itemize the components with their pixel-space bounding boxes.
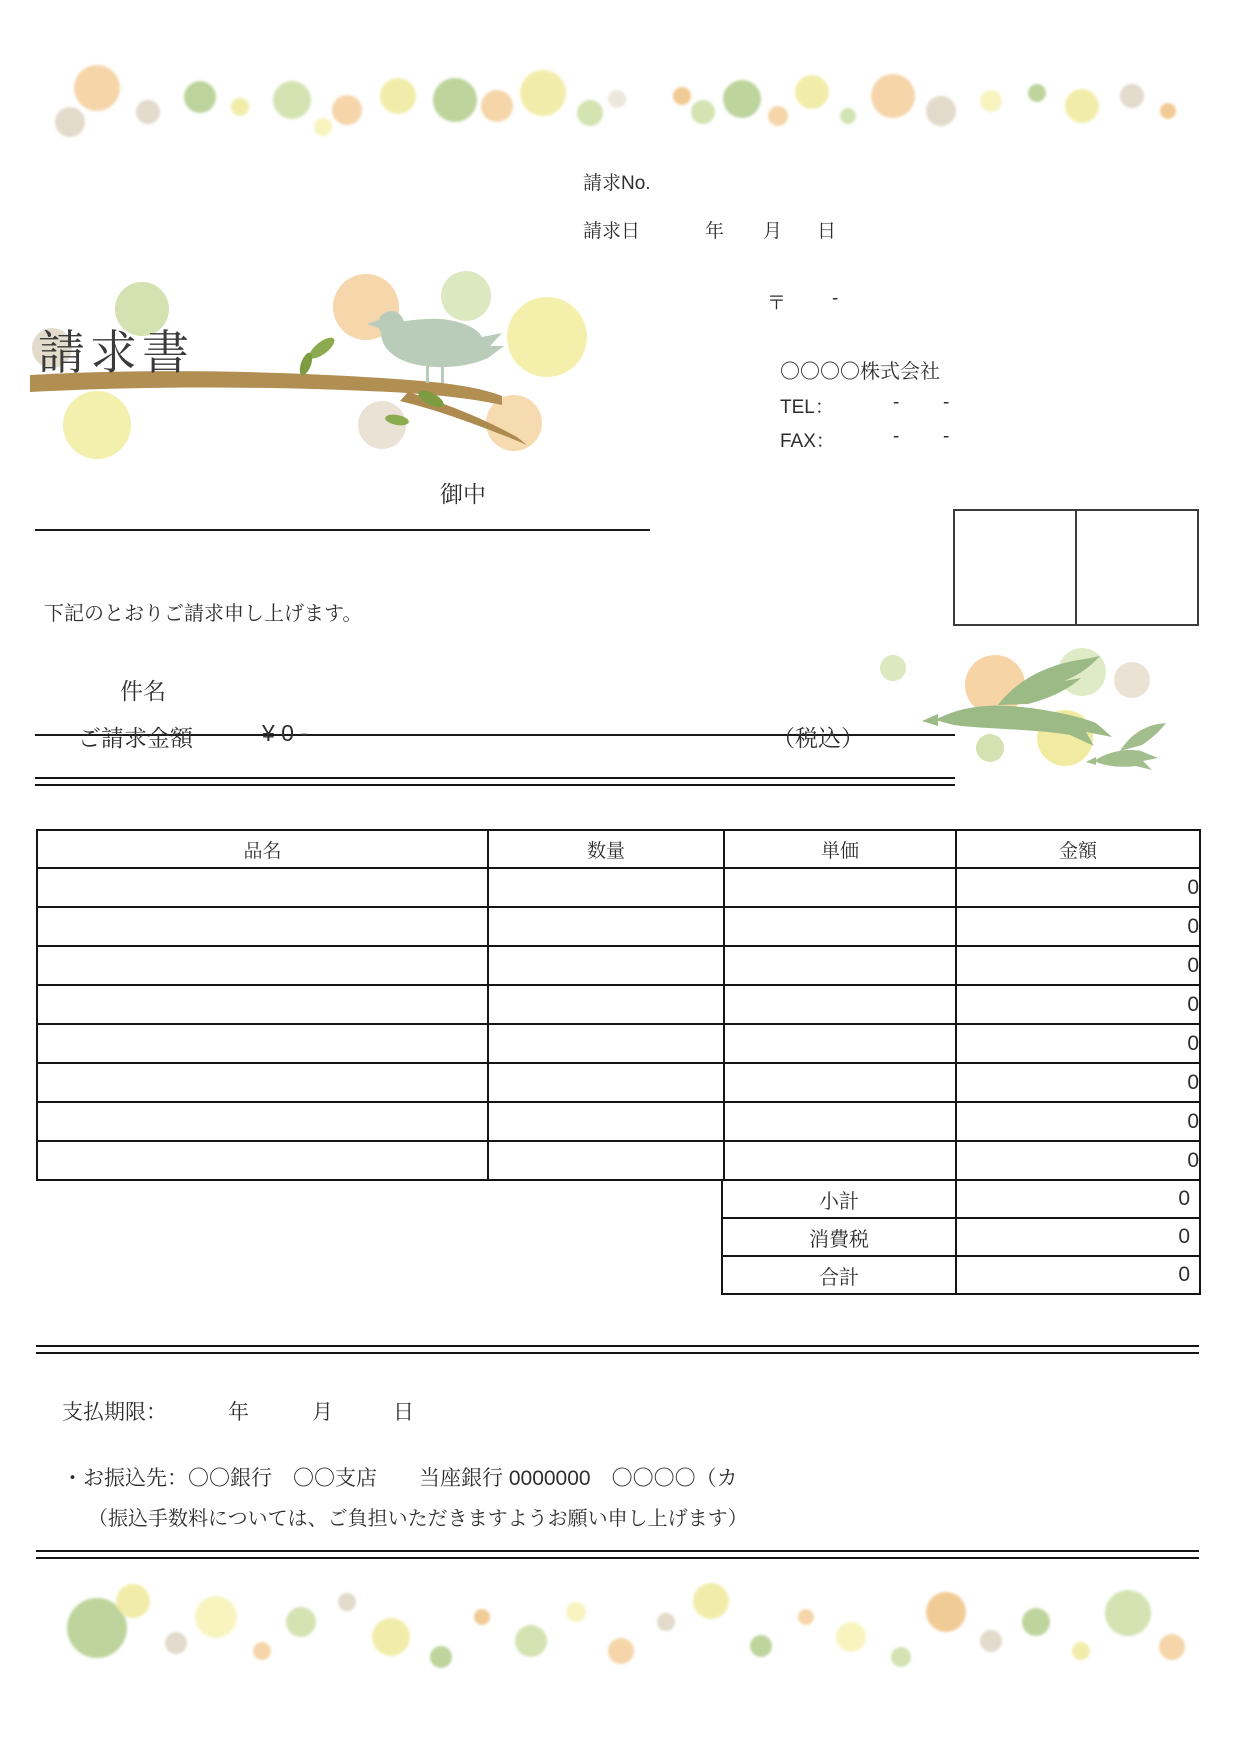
qty-cell[interactable] [488,985,724,1024]
recipient-name-field[interactable] [35,529,650,531]
qty-cell[interactable] [488,1063,724,1102]
qty-cell[interactable] [488,907,724,946]
decor-dot [980,90,1002,112]
item-cell[interactable] [37,985,488,1024]
summary-row-tax [722,1218,1200,1256]
amount-value: ¥ 0 - [262,720,309,746]
unit-price-cell[interactable] [724,985,956,1024]
decor-dot [871,74,915,118]
col-header-item: 品名 [37,830,488,868]
tel-dash-1: - [893,392,900,413]
qty-cell[interactable] [488,1141,724,1180]
amount-cell: 0 [956,985,1200,1024]
decor-dot [608,90,626,108]
table-row [37,907,1200,946]
invoice-date-year-label: 年 [705,221,725,242]
amount-label: ご請求金額 [78,725,193,751]
decor-dot [1065,89,1099,123]
decor-dot [657,1613,675,1631]
decor-dot [481,90,513,122]
decor-dot [286,1607,316,1637]
bank-transfer-line: ・お振込先：〇〇銀行 〇〇支店 当座銀行 0000000 〇〇〇〇（カ [62,1467,738,1490]
unit-price-cell[interactable] [724,946,956,985]
decor-dot [1022,1608,1050,1636]
decor-dot [1159,1634,1185,1660]
summary-table [721,1179,1201,1295]
decor-dot [380,78,416,114]
decor-dot [608,1638,634,1664]
table-row [37,1063,1200,1102]
summary-row-subtotal [722,1180,1200,1218]
decor-dot [980,1630,1002,1652]
due-month-label: 月 [312,1401,333,1424]
col-header-unit-price: 単価 [724,830,956,868]
invoice-date-month-label: 月 [763,221,783,242]
amount-cell: 0 [956,946,1200,985]
decor-dot [253,1642,271,1660]
unit-price-cell[interactable] [724,907,956,946]
unit-price-cell[interactable] [724,1063,956,1102]
postal-code-dash: - [832,288,839,309]
item-cell[interactable] [37,1102,488,1141]
page-title: 請求書 [38,326,194,379]
decor-dot [195,1596,237,1638]
decor-dot [693,1583,729,1619]
decor-dot [74,65,120,111]
amount-cell: 0 [956,1141,1200,1180]
flying-birds-illustration [880,625,1180,800]
decor-dot [795,75,829,109]
fax-dash-2: - [943,426,950,447]
item-cell[interactable] [37,868,488,907]
amount-cell: 0 [956,907,1200,946]
decor-dot [55,107,85,137]
decor-dot [691,100,715,124]
decor-dot [768,106,788,126]
footer-top-rule [36,1345,1199,1354]
table-row [37,1141,1200,1180]
decor-dot [926,96,956,126]
amount-underline [35,777,955,786]
decor-dot [136,100,160,124]
item-cell[interactable] [37,946,488,985]
unit-price-cell[interactable] [724,1102,956,1141]
item-cell[interactable] [37,1063,488,1102]
subject-label: 件名 [120,678,166,704]
tax-label: 消費税 [722,1218,956,1256]
unit-price-cell[interactable] [724,1141,956,1180]
subtotal-value: 0 [956,1180,1200,1218]
item-cell[interactable] [37,1141,488,1180]
decor-dot [520,70,566,116]
due-day-label: 日 [393,1401,414,1424]
decor-dot [798,1609,814,1625]
decor-dot [515,1625,547,1657]
decor-dot [231,98,249,116]
items-header-row [37,830,1200,868]
stamp-cell-right[interactable] [1077,511,1197,624]
invoice-date-day-label: 日 [817,221,837,242]
table-row [37,946,1200,985]
greeting-text: 下記のとおりご請求申し上げます。 [44,603,363,625]
decor-dot [840,108,856,124]
fax-dash-1: - [893,426,900,447]
decor-dot [577,100,603,126]
perched-bird-icon [367,311,504,383]
decor-dot [372,1618,410,1656]
sender-company-name: 〇〇〇〇株式会社 [780,361,940,383]
decor-dot [1120,84,1144,108]
table-row [37,985,1200,1024]
recipient-honorific: 御中 [440,481,486,507]
invoice-no-label: 請求No. [583,173,651,194]
unit-price-cell[interactable] [724,868,956,907]
decor-dot [1105,1590,1151,1636]
tel-label: TEL： [780,397,834,418]
decor-dot [314,118,332,136]
amount-cell: 0 [956,1063,1200,1102]
subtotal-label: 小計 [722,1180,956,1218]
qty-cell[interactable] [488,1024,724,1063]
decor-dot [433,78,477,122]
transfer-fee-note: （振込手数料については、ご負担いただきますようお願い申し上げます） [88,1508,748,1530]
items-table [36,829,1201,1181]
summary-row-total [722,1256,1200,1294]
invoice-date-label: 請求日 [583,221,641,242]
decor-dot [891,1647,911,1667]
item-cell[interactable] [37,907,488,946]
decor-dot [836,1622,866,1652]
total-label: 合計 [722,1256,956,1294]
footer-bottom-rule [36,1550,1199,1559]
tel-dash-2: - [943,392,950,413]
table-row [37,868,1200,907]
decor-dot [332,95,362,125]
decor-dot [474,1609,490,1625]
col-header-amount: 金額 [956,830,1200,868]
qty-cell[interactable] [488,946,724,985]
decor-dot [116,1584,150,1618]
stamp-cell-left[interactable] [955,511,1077,624]
decor-dot [723,80,761,118]
unit-price-cell[interactable] [724,1024,956,1063]
decor-dot [338,1593,356,1611]
col-header-qty: 数量 [488,830,724,868]
total-value: 0 [956,1256,1200,1294]
table-row [37,1102,1200,1141]
due-year-label: 年 [228,1401,249,1424]
decor-dot [165,1632,187,1654]
table-row [37,1024,1200,1063]
amount-tax-note: （税込） [772,725,864,751]
decor-dot [1028,84,1046,102]
decor-dot [566,1602,586,1622]
decor-dot [1072,1642,1090,1660]
decor-dot [1160,103,1176,119]
amount-cell: 0 [956,1102,1200,1141]
amount-cell: 0 [956,1024,1200,1063]
decor-dot [750,1635,772,1657]
decor-dot [430,1646,452,1668]
decor-dot [273,81,311,119]
decor-dot [926,1592,966,1632]
amount-cell: 0 [956,868,1200,907]
decor-dot [184,81,216,113]
decor-dot [673,87,691,105]
item-cell[interactable] [37,1024,488,1063]
qty-cell[interactable] [488,1102,724,1141]
qty-cell[interactable] [488,868,724,907]
postal-mark: 〒 [767,293,787,314]
tax-value: 0 [956,1218,1200,1256]
fax-label: FAX： [780,431,835,452]
stamp-box [953,509,1199,626]
due-date-label: 支払期限： [62,1401,167,1424]
